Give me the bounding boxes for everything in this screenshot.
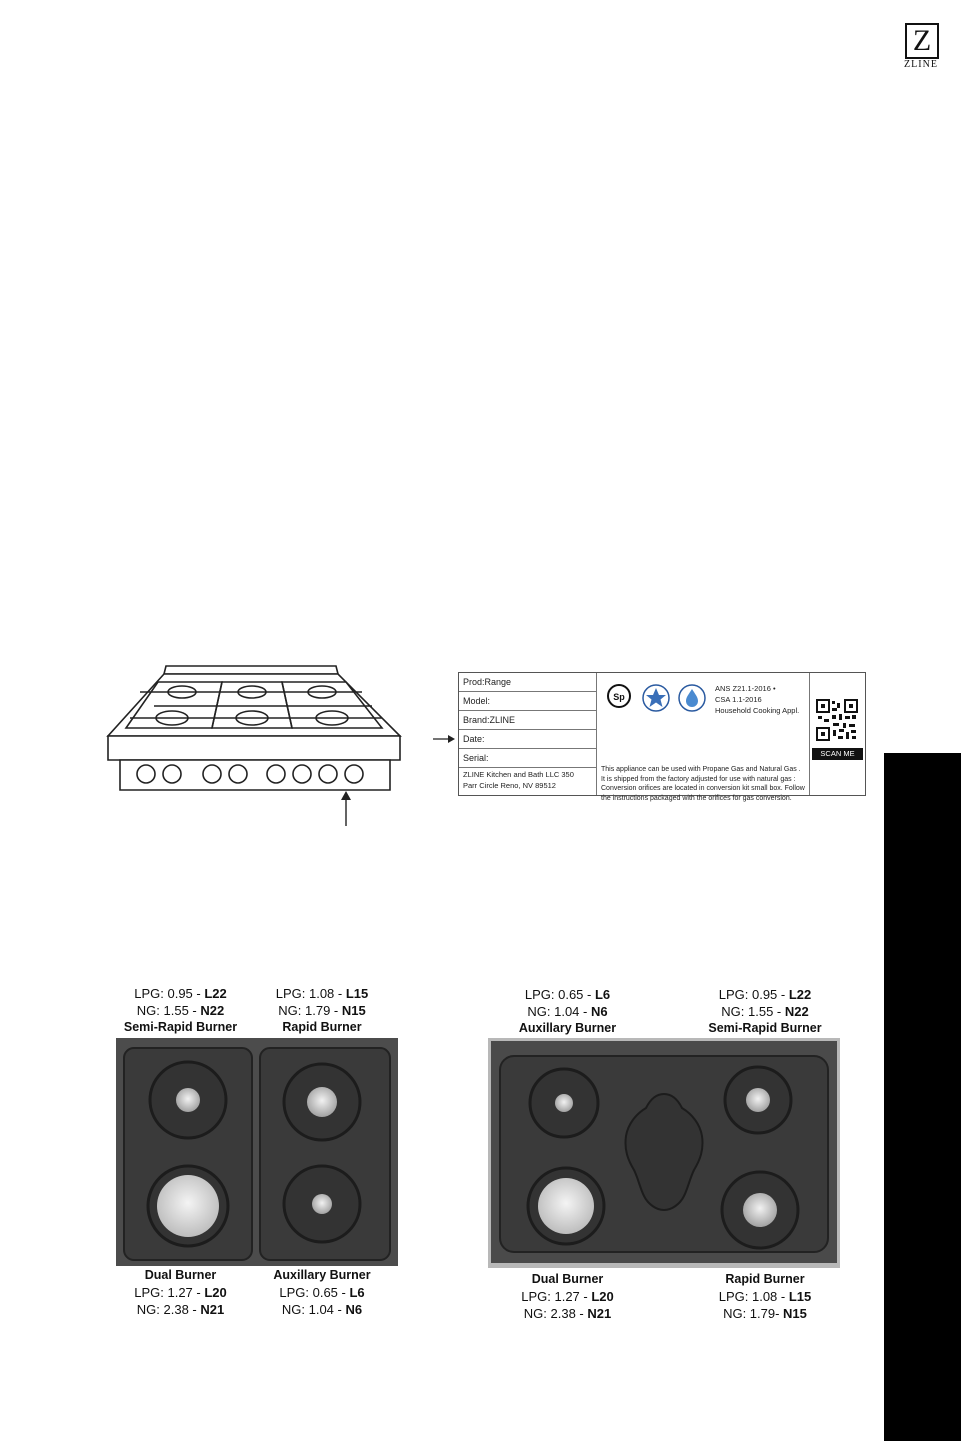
left-cooktop-illustration [116,1038,398,1266]
left-bottom-right-burner-spec [262,1267,382,1318]
lpg-code: L20 [204,1285,227,1300]
left-bottom-left-burner-spec [118,1267,243,1318]
standard-line-3: Household Cooking Appl. [715,706,800,715]
burner-name: Auxillary Burner [518,1021,617,1035]
lpg-code: L15 [345,986,369,1001]
lpg-code: L6 [594,987,611,1002]
label-certifications [597,673,810,802]
lpg-value: LPG: 1.08 - [718,1289,789,1304]
qr-code-icon [816,699,858,741]
ng-code: N22 [784,1004,809,1019]
lpg-value: LPG: 0.65 - [524,987,595,1002]
standard-line-1: ANS Z21.1-2016 • [715,684,776,693]
zline-logo-mark: Z [905,23,939,59]
right-cooktop-illustration [488,1038,840,1268]
burner-name: Semi-Rapid Burner [123,1020,238,1034]
label-description: This appliance can be used with Propane Gas and Natural Gas . It is shipped from the factory adjusted for use with natural gas : Conversion orifices are located in conversion kit small box. Follow the instructions packaged with the orifices for gas conversion. [601,766,805,802]
lpg-code: L6 [349,1285,365,1300]
lpg-value: LPG: 1.27 - [521,1289,592,1304]
burner-name: Dual Burner [144,1268,217,1282]
ng-code: N6 [590,1004,608,1019]
ng-code: N15 [783,1306,807,1321]
ng-value: NG: 1.04 - [281,1302,346,1317]
zline-logo-word: ZLINE [904,59,938,70]
burner-name: Semi-Rapid Burner [708,1021,822,1035]
burner-name: Dual Burner [531,1272,604,1286]
section-side-tab [884,753,961,1441]
range-top-illustration [100,660,420,830]
ng-value: NG: 1.79- [723,1306,784,1321]
left-top-left-burner-spec [118,985,243,1036]
burner-name: Auxillary Burner [273,1268,371,1282]
lpg-value: LPG: 0.65 - [279,1285,350,1300]
address-line-2: Parr Circle Reno, NV 89512 [463,781,556,790]
burner-name: Rapid Burner [725,1272,805,1286]
right-top-right-burner-spec [700,986,830,1037]
left-top-right-burner-spec [262,985,382,1036]
label-brand: Brand:ZLINE [459,711,596,730]
ng-value: NG: 1.55 - [721,1004,785,1019]
ng-code: N21 [587,1306,612,1321]
ng-value: NG: 1.79 - [278,1003,342,1018]
ng-value: NG: 1.55 - [136,1003,201,1018]
label-serial: Serial: [459,749,596,768]
burner-name: Rapid Burner [282,1020,362,1034]
csa-certification-icon [605,683,633,711]
label-fields [459,673,597,795]
label-address [459,769,596,791]
label-date: Date: [459,730,596,749]
ng-value: NG: 2.38 - [523,1306,588,1321]
star-certification-icon [641,683,671,713]
water-drop-certification-icon [677,683,707,713]
label-model: Model: [459,692,596,711]
lpg-value: LPG: 1.27 - [134,1285,205,1300]
lpg-value: LPG: 0.95 - [134,986,205,1001]
right-top-left-burner-spec [505,986,630,1037]
svg-text:Sp: Sp [613,692,625,702]
ng-code: N15 [341,1003,366,1018]
scan-me-badge: SCAN ME [812,748,863,760]
label-qr-section [810,673,865,795]
right-bottom-right-burner-spec [705,1271,825,1322]
ng-value: NG: 2.38 - [136,1302,201,1317]
label-prod: Prod:Range [459,673,596,692]
label-standards [715,683,799,716]
ng-code: N6 [345,1302,363,1317]
arrow-right-icon [432,733,456,745]
lpg-code: L22 [204,986,227,1001]
ng-code: N22 [200,1003,225,1018]
lpg-code: L15 [788,1289,812,1304]
lpg-value: LPG: 0.95 - [718,987,789,1002]
right-bottom-left-burner-spec [505,1271,630,1322]
address-line-1: ZLINE Kitchen and Bath LLC 350 [463,770,574,779]
lpg-code: L20 [591,1289,614,1304]
lpg-code: L22 [788,987,812,1002]
ng-code: N21 [200,1302,225,1317]
ng-value: NG: 1.04 - [527,1004,591,1019]
rating-label [458,672,866,802]
lpg-value: LPG: 1.08 - [275,986,346,1001]
standard-line-2: CSA 1.1-2016 [715,695,762,704]
